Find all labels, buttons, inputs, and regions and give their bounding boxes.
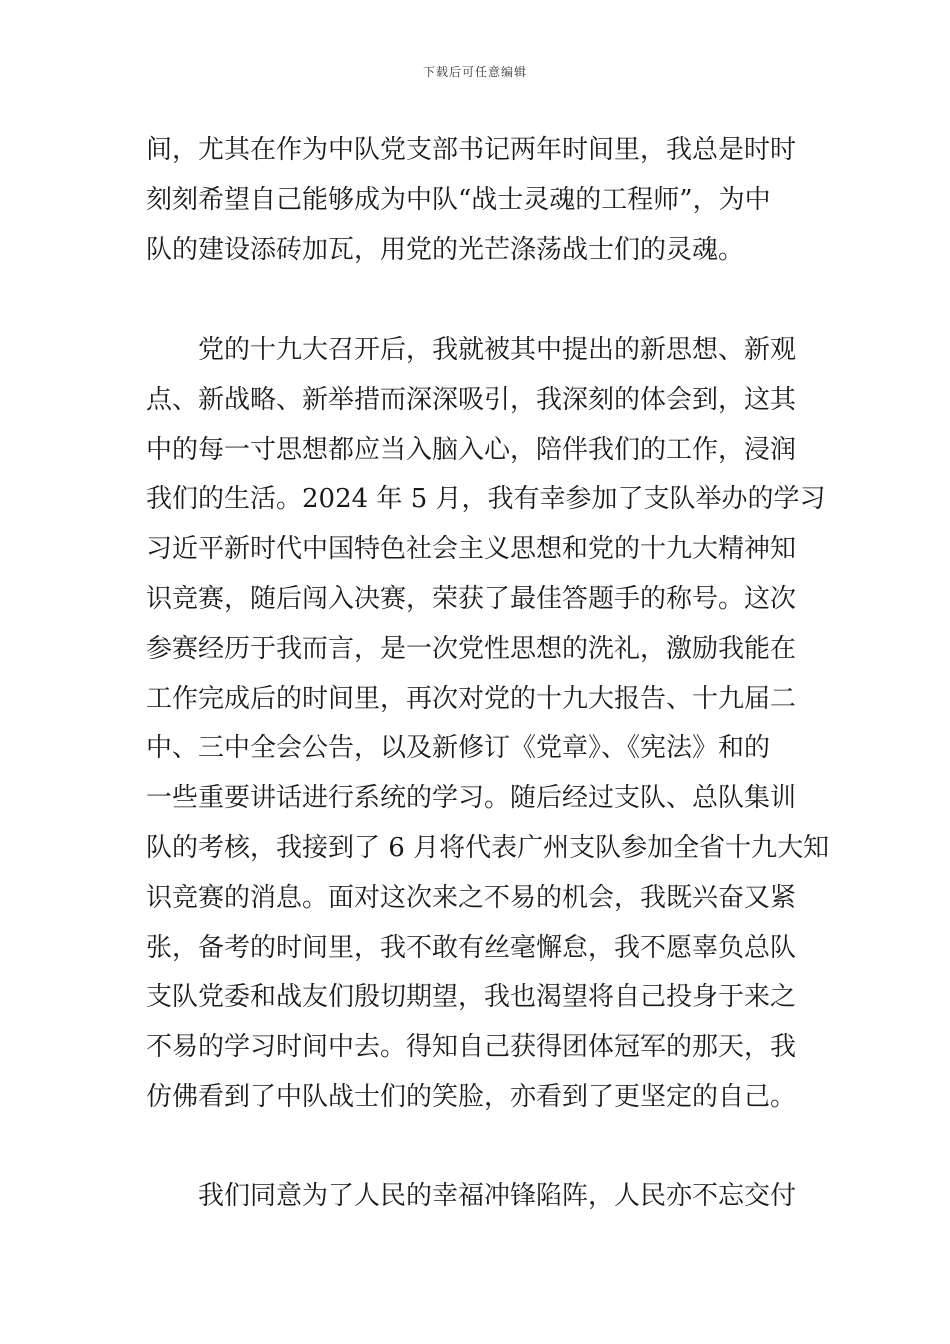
text-line: 队的考核，我接到了 6 月将代表广州支队参加全省十九大知	[146, 833, 830, 863]
text-line: 刻刻希望自己能够成为中队“战士灵魂的工程师”，为中	[146, 185, 771, 215]
text-line: 间，尤其在作为中队党支部书记两年时间里，我总是时时	[146, 135, 797, 165]
text-line: 支队党委和战友们殷切期望，我也渴望将自己投身于来之	[146, 982, 797, 1012]
text-line: 识竞赛的消息。面对这次来之不易的机会，我既兴奋又紧	[146, 883, 797, 913]
text-line: 中的每一寸思想都应当入脑入心，陪伴我们的工作，浸润	[146, 435, 797, 465]
text-line: 党的十九大召开后，我就被其中提出的新思想、新观	[198, 335, 797, 365]
text-line: 不易的学习时间中去。得知自己获得团体冠军的那天，我	[146, 1032, 797, 1062]
text-line: 队的建设添砖加瓦，用党的光芒涤荡战士们的灵魂。	[146, 235, 745, 265]
text-line: 张，备考的时间里，我不敢有丝毫懈怠，我不愿辜负总队	[146, 933, 797, 963]
text-line: 一些重要讲话进行系统的学习。随后经过支队、总队集训	[146, 783, 797, 813]
text-line: 我们同意为了人民的幸福冲锋陷阵，人民亦不忘交付	[198, 1181, 797, 1211]
page-header: 下载后可任意编辑	[422, 65, 527, 79]
text-line: 点、新战略、新举措而深深吸引，我深刻的体会到，这其	[146, 385, 797, 415]
text-line: 中、三中全会公告，以及新修订《党章》、《宪法》和的	[146, 733, 771, 763]
text-line: 仿佛看到了中队战士们的笑脸，亦看到了更坚定的自己。	[146, 1082, 797, 1112]
text-line: 习近平新时代中国特色社会主义思想和党的十九大精神知	[146, 534, 797, 564]
text-line: 识竞赛，随后闯入决赛，荣获了最佳答题手的称号。这次	[146, 584, 797, 614]
text-line: 参赛经历于我而言，是一次党性思想的洗礼，激励我能在	[146, 634, 797, 664]
text-line: 我们的生活。2024 年 5 月，我有幸参加了支队举办的学习	[146, 484, 826, 514]
text-line: 工作完成后的时间里，再次对党的十九大报告、十九届二	[146, 684, 797, 714]
